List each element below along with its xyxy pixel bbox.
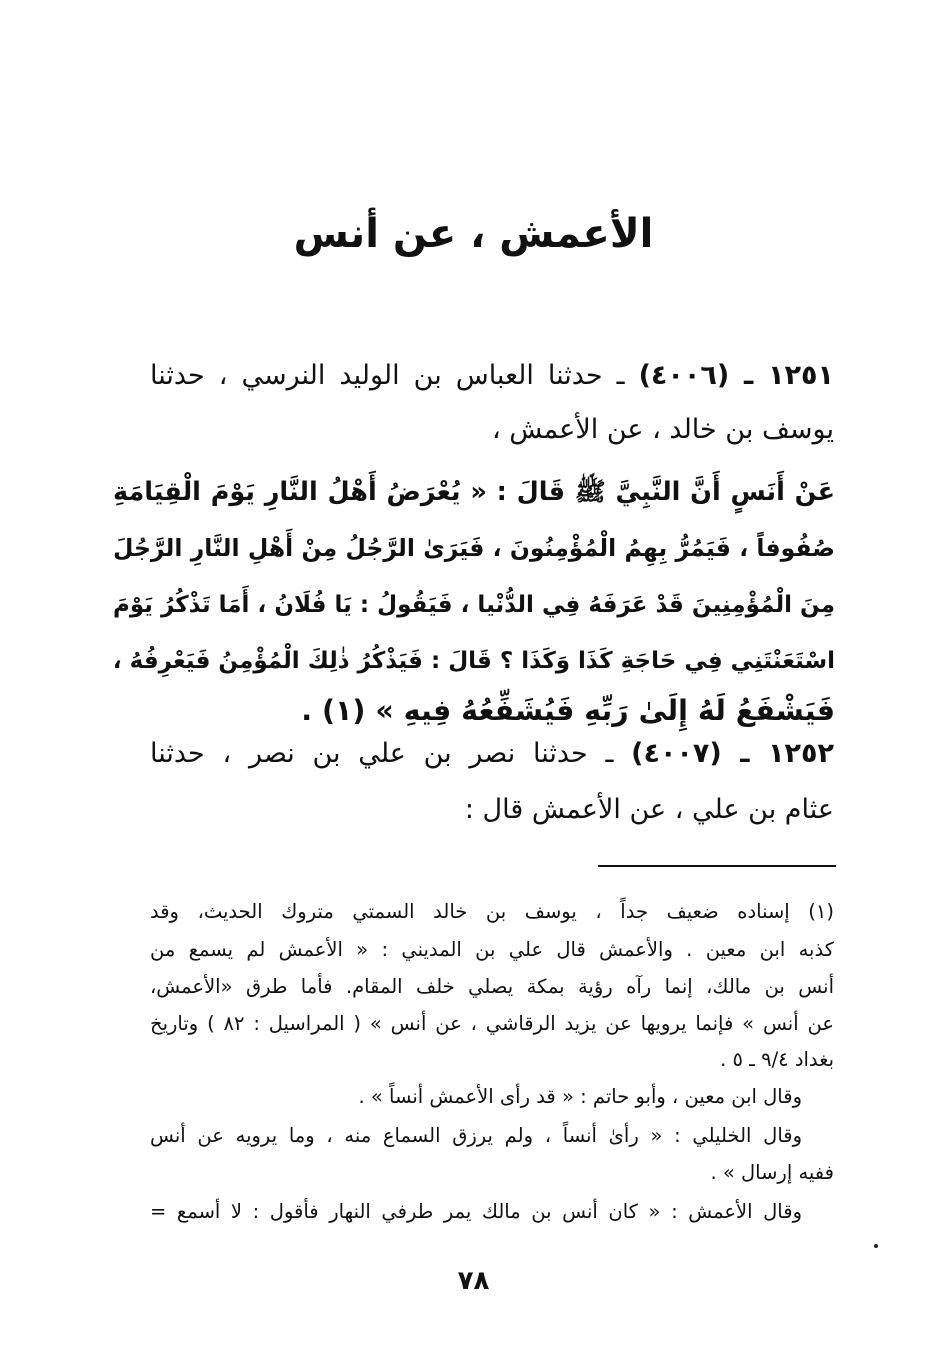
footnote-line: بغداد ٩/٤ ـ ٥ . — [720, 1048, 834, 1071]
hadith-1251-matn-line: اسْتَعَنْتَنِي فِي حَاجَةِ كَذَا وَكَذَا ؟ قَالَ : فَيَذْكُرُ ذٰلِكَ الْمُؤْمِنُ فَيَعْرِفُهُ ، — [113, 648, 835, 674]
footnote-line: أنس بن مالك، إنما رآه رؤية بمكة يصلي خلف المقام. فأما طرق «الأعمش، — [150, 975, 834, 998]
footnote-line: عن أنس » فإنما يرويها عن يزيد الرقاشي ، عن أنس » ( المراسيل : ٨٢ ) وتاريخ — [150, 1012, 834, 1035]
hadith-1251-matn-line: مِنَ الْمُؤْمِنِينَ قَدْ عَرَفَهُ فِي الدُّنْيا ، فَيَقُولُ : يَا فُلَانُ ، أَمَا تَذْكُرُ يَوْمَ — [113, 592, 835, 618]
hadith-1252-number: ١٢٥٢ ـ (٤٠٠٧) — [631, 738, 834, 769]
footnote-line: وقال الخليلي : « رأىٰ أنساً ، ولم يرزق السماع منه ، وما يرويه عن أنس — [150, 1124, 802, 1147]
footnote-line: كذبه ابن معين . والأعمش قال علي بن المديني : « الأعمش لم يسمع من — [150, 938, 834, 961]
footnote-line: (١) إسناده ضعيف جداً ، يوسف بن خالد السمتي متروك الحديث، وقد — [150, 900, 834, 923]
page-number: ٧٨ — [457, 1266, 490, 1296]
hadith-1251-isnad-start: ـ حدثنا العباس بن الوليد النرسي ، حدثنا — [150, 360, 625, 391]
footnote-separator — [598, 865, 836, 867]
hadith-1251-matn-line: صُفُوفاً ، فَيَمُرُّ بِهِمُ الْمُؤْمِنُونَ ، فَيَرَىٰ الرَّجُلُ مِنْ أَهْلِ النَّارِ الرَّجُلَ — [113, 534, 835, 562]
hadith-1251-isnad-end: يوسف بن خالد ، عن الأعمش ، — [491, 414, 834, 445]
hadith-1252-header — [150, 734, 834, 778]
hadith-1251-number: ١٢٥١ ـ (٤٠٠٦) — [638, 360, 834, 391]
hadith-1251-matn-line: فَيَشْفَعُ لَهُ إِلَىٰ رَبِّهِ فَيُشَفِّعُهُ فِيهِ » (١) . — [301, 694, 835, 727]
hadith-1251-matn-line: عَنْ أَنَسٍ أَنَّ النَّبِيَّ ﷺ قَالَ : « يُعْرَضُ أَهْلُ النَّارِ يَوْمَ الْقِيَامَةِ — [113, 477, 835, 507]
footnote-line: ففيه إرسال » . — [710, 1161, 834, 1184]
print-speck — [874, 1244, 878, 1248]
chapter-title: الأعمش ، عن أنس — [293, 211, 654, 257]
hadith-1252-isnad-start: ـ حدثنا نصر بن علي بن نصر ، حدثنا — [150, 738, 614, 769]
hadith-1252-isnad-end: عثام بن علي ، عن الأعمش قال : — [464, 794, 834, 825]
hadith-1251-header — [150, 356, 834, 400]
footnote-line: وقال الأعمش : « كان أنس بن مالك يمر طرفي النهار فأقول : لا أسمع = — [150, 1200, 802, 1223]
footnote-line: وقال ابن معين ، وأبو حاتم : « قد رأى الأعمش أنساً » . — [358, 1085, 802, 1108]
